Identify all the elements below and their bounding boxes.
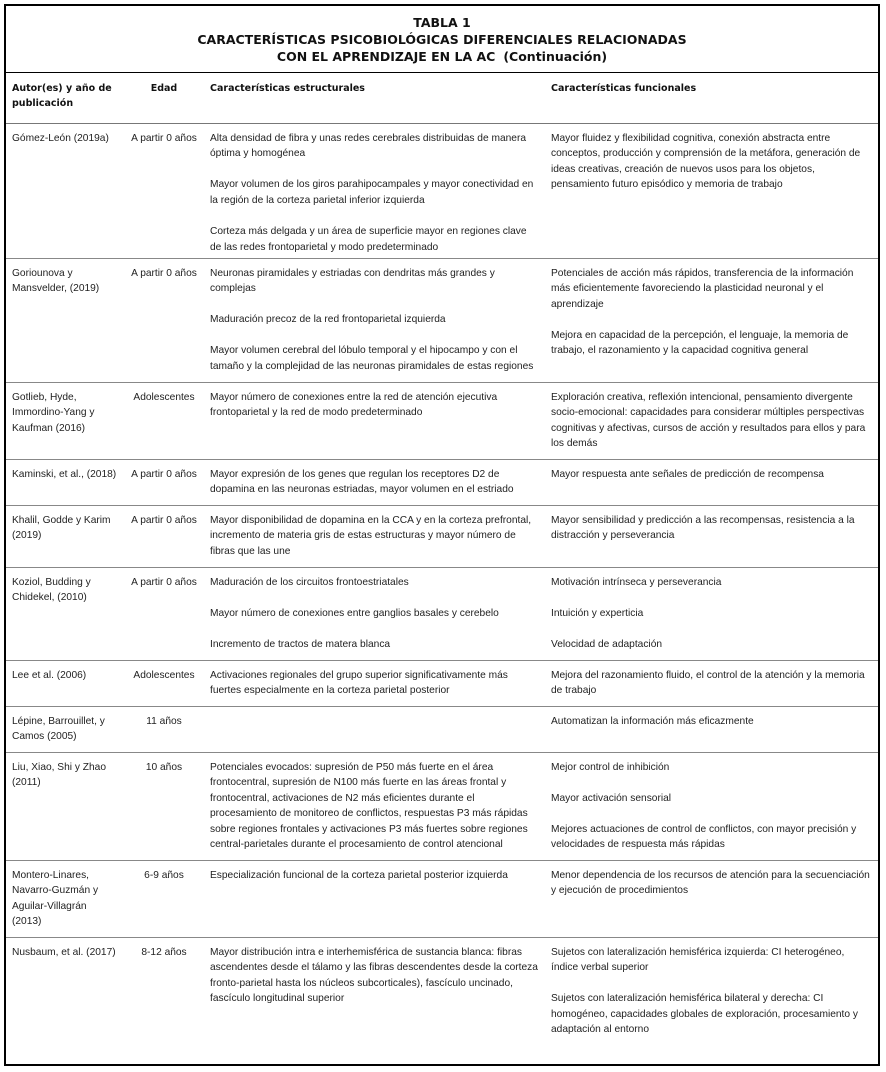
- cell-structural: [204, 258, 545, 382]
- header-age: Edad: [124, 73, 204, 123]
- table-title-line-2: [6, 48, 878, 65]
- functional-item: Mayor sensibilidad y predicción a las recompensas, resistencia a la distracción y perseverancia: [551, 514, 855, 542]
- cell-structural: [204, 123, 545, 258]
- cell-age: A partir 0 años: [124, 459, 204, 505]
- structural-item: Alta densidad de fibra y unas redes cerebrales distribuidas de manera óptima y homogénea: [210, 132, 526, 160]
- cell-functional: [545, 258, 878, 382]
- table-body: [6, 123, 878, 1057]
- cell-structural: [204, 505, 545, 567]
- functional-item: Mejora en capacidad de la percepción, el lenguaje, la memoria de trabajo, el razonamiento y la capacidad cognitiva general: [551, 329, 849, 357]
- functional-item: Mejora del razonamiento fluido, el control de la atención y la memoria de trabajo: [551, 669, 865, 697]
- cell-age: Adolescentes: [124, 382, 204, 459]
- cell-functional: [545, 706, 878, 752]
- table-row: [6, 123, 878, 258]
- functional-item: Mayor fluidez y flexibilidad cognitiva, conexión abstracta entre conceptos, producción y comprensión de la metáfora, generación de ideas creativas, creación de nuevos usos para los objetos, pensamiento futuro episódico y memoria de trabajo: [551, 132, 861, 191]
- cell-structural: [204, 382, 545, 459]
- cell-age: 10 años: [124, 752, 204, 860]
- table-row: [6, 752, 878, 860]
- cell-functional: [545, 123, 878, 258]
- functional-item: Mayor respuesta ante señales de predicción de recompensa: [551, 468, 824, 480]
- cell-author: Montero-Linares, Navarro-Guzmán y Aguilar-Villagrán (2013): [6, 860, 124, 937]
- cell-structural: [204, 706, 545, 752]
- cell-functional: [545, 459, 878, 505]
- cell-functional: [545, 567, 878, 660]
- table-row: [6, 706, 878, 752]
- table-row: [6, 505, 878, 567]
- table-row: [6, 937, 878, 1057]
- cell-structural: [204, 752, 545, 860]
- functional-item: Exploración creativa, reflexión intencional, pensamiento divergente socio-emocional: capacidades para considerar múltiples perspectivas cognitivas y afectivas, cursos de acción y resultados para ellos y para los demás: [551, 391, 866, 450]
- cell-structural: [204, 860, 545, 937]
- cell-age: A partir 0 años: [124, 505, 204, 567]
- cell-author: Goriounova y Mansvelder, (2019): [6, 258, 124, 382]
- cell-functional: [545, 860, 878, 937]
- table-title-text: CON EL APRENDIZAJE EN LA AC: [276, 49, 496, 64]
- cell-author: Khalil, Godde y Karim (2019): [6, 505, 124, 567]
- structural-item: Maduración precoz de la red frontoparietal izquierda: [210, 314, 446, 326]
- cell-age: 6-9 años: [124, 860, 204, 937]
- cell-age: 11 años: [124, 706, 204, 752]
- table-header-row: [6, 73, 878, 123]
- structural-item: Mayor volumen de los giros parahipocampales y mayor conectividad en la región de la corteza parietal inferior izquierda: [210, 179, 534, 206]
- structural-item: Maduración de los circuitos frontoestriatales: [210, 576, 409, 588]
- structural-item: Potenciales evocados: supresión de P50 más fuerte en el área frontocentral, supresión de N100 más fuerte en las áreas frontal y frontocentral, activaciones de N2 más eficientes durante el procesamiento de monitoreo de conflictos, respuestas P3 más rápidas sobre regiones frontales y activaciones P3 más fuertes sobre regiones central-parietales durante el procesamiento de control atencional: [210, 761, 528, 851]
- functional-item: Motivación intrínseca y perseverancia: [551, 576, 722, 588]
- functional-item: Velocidad de adaptación: [551, 638, 663, 650]
- cell-structural: [204, 660, 545, 706]
- cell-structural: [204, 459, 545, 505]
- cell-functional: [545, 505, 878, 567]
- functional-item: Menor dependencia de los recursos de atención para la secuenciación y ejecución de procedimientos: [551, 869, 870, 897]
- cell-author: Nusbaum, et al. (2017): [12, 946, 116, 958]
- cell-author: Lépine, Barrouillet, y Camos (2005): [6, 706, 124, 752]
- structural-item: Activaciones regionales del grupo superior significativamente más fuertes especialmente en la corteza parietal posterior: [210, 669, 508, 697]
- cell-age: A partir 0 años: [124, 567, 204, 660]
- header-structural: Características estructurales: [204, 73, 545, 123]
- table-row: [6, 382, 878, 459]
- structural-item: Especialización funcional de la corteza parietal posterior izquierda: [210, 869, 508, 881]
- cell-author: Liu, Xiao, Shi y Zhao (2011): [6, 752, 124, 860]
- table-row: [6, 258, 878, 382]
- cell-age: 8-12 años: [141, 946, 187, 958]
- structural-item: Mayor número de conexiones entre la red de atención ejecutiva frontoparietal y la red de modo predeterminado: [210, 391, 498, 419]
- structural-item: Mayor número de conexiones entre ganglios basales y cerebelo: [210, 607, 499, 619]
- structural-item: Mayor disponibilidad de dopamina en la CCA y en la corteza prefrontal, incremento de materia gris de estas estructuras y mayor número de fibras que las une: [210, 514, 532, 557]
- table-title-block: [6, 6, 878, 73]
- cell-age: Adolescentes: [124, 660, 204, 706]
- cell-age: A partir 0 años: [124, 258, 204, 382]
- cell-author: Gotlieb, Hyde, Immordino-Yang y Kaufman (2016): [6, 382, 124, 459]
- cell-author: Kaminski, et al., (2018): [6, 459, 124, 505]
- functional-item: Potenciales de acción más rápidos, transferencia de la información más eficientemente favoreciendo la plasticidad neuronal y el aprendizaje: [551, 267, 854, 310]
- cell-author: Koziol, Budding y Chidekel, (2010): [6, 567, 124, 660]
- cell-author: Gómez-León (2019a): [6, 123, 124, 258]
- cell-functional: [545, 752, 878, 860]
- structural-item: Mayor expresión de los genes que regulan los receptores D2 de dopamina en las neuronas estriadas, mayor volumen en el estriado: [210, 468, 514, 496]
- functional-item: Automatizan la información más eficazmente: [551, 715, 754, 727]
- functional-item: Sujetos con lateralización hemisférica bilateral y derecha: CI homogéneo, capacidades globales de exploración, procesamiento y adaptación al entorno: [551, 993, 858, 1036]
- functional-item: Mejor control de inhibición: [551, 761, 670, 773]
- table-row: [6, 459, 878, 505]
- functional-item: Intuición y experticia: [551, 607, 644, 619]
- structural-item: Mayor distribución intra e interhemisférica de sustancia blanca: fibras ascendentes desde el tálamo y las fibras descendentes desde la corteza fronto-parietal hasta los núcleos subcorticales), fascículo uncinado, fascículo longitudinal superior: [210, 946, 538, 1005]
- cell-structural: [204, 567, 545, 660]
- table-row: [6, 567, 878, 660]
- table-page: [4, 4, 880, 1066]
- cell-structural: [204, 937, 545, 1057]
- functional-item: Sujetos con lateralización hemisférica izquierda: CI heterogéneo, índice verbal superior: [551, 946, 845, 974]
- cell-functional: [545, 660, 878, 706]
- structural-item: Neuronas piramidales y estriadas con dendritas más grandes y complejas: [210, 267, 495, 295]
- structural-item: Incremento de tractos de matera blanca: [210, 638, 391, 650]
- cell-age: A partir 0 años: [124, 123, 204, 258]
- table-row: [6, 660, 878, 706]
- functional-item: Mejores actuaciones de control de conflictos, con mayor precisión y velocidades de respuesta más rápidas: [551, 823, 857, 851]
- table-title-line-1: CARACTERÍSTICAS PSICOBIOLÓGICAS DIFERENCIALES RELACIONADAS: [197, 32, 687, 47]
- table-number: TABLA 1: [413, 15, 471, 30]
- characteristics-table: [6, 73, 878, 1057]
- header-author: Autor(es) y año de publicación: [6, 73, 124, 123]
- cell-functional: [545, 937, 878, 1057]
- cell-author: Lee et al. (2006): [6, 660, 124, 706]
- header-functional: Características funcionales: [545, 73, 878, 123]
- structural-item: Corteza más delgada y un área de superficie mayor en regiones clave de las redes frontoparietal y modo predeterminado: [210, 226, 527, 253]
- continuation-note: (Continuación): [503, 49, 608, 64]
- table-row: [6, 860, 878, 937]
- structural-item: Mayor volumen cerebral del lóbulo temporal y el hipocampo y con el tamaño y la complejidad de las neuronas piramidales de estas regiones: [210, 345, 534, 373]
- functional-item: Mayor activación sensorial: [551, 792, 672, 804]
- cell-functional: [545, 382, 878, 459]
